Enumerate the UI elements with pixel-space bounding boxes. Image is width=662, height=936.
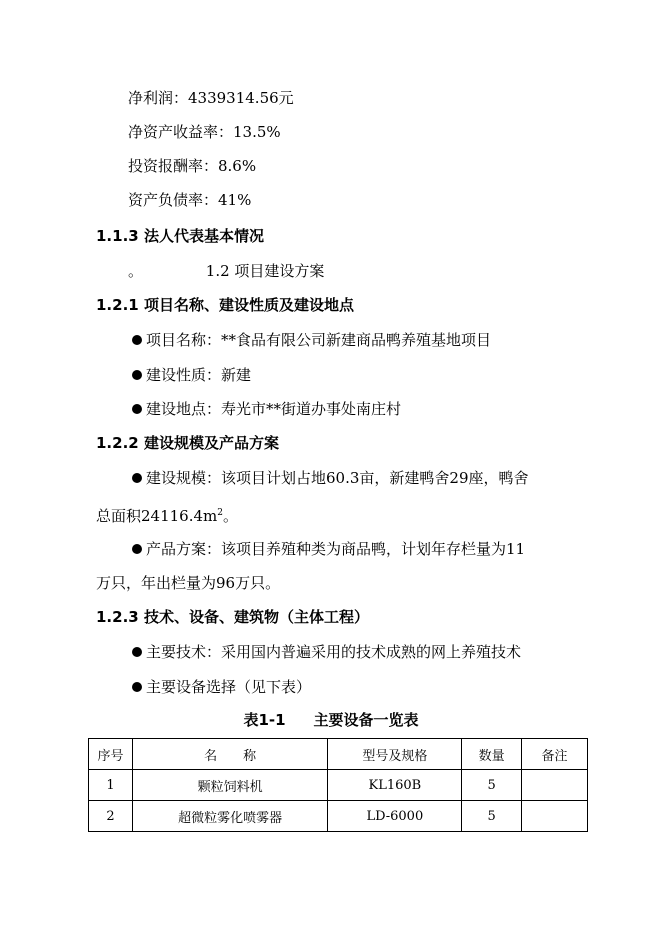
section-number: 1.2.2 (96, 434, 139, 452)
bullet-icon (132, 404, 142, 414)
product-plan-item (132, 539, 525, 559)
cell-quantity: 5 (462, 801, 522, 832)
product-plan-continuation: 万只，年出栏量为96万只。 (96, 574, 281, 592)
bullet-icon (132, 544, 142, 554)
header-cell-name: 名 称 (132, 739, 328, 770)
construction-scale-continuation (96, 503, 238, 526)
main-technology-item (132, 642, 521, 662)
superscript-two: 2 (217, 508, 223, 518)
header-cell-remarks: 备注 (522, 739, 588, 770)
net-profit: 净利润：4339314.56元 (128, 89, 294, 107)
bullet-icon (132, 682, 142, 692)
full-stop: 。 (223, 507, 239, 525)
cell-name: 超微粒雾化喷雾器 (132, 801, 328, 832)
bullet-icon (132, 473, 142, 483)
table-title: 主要设备一览表 (313, 711, 419, 729)
cell-serial: 2 (89, 801, 133, 832)
cell-name: 颗粒饲料机 (132, 770, 328, 801)
table-header-row (89, 739, 588, 770)
construction-site-item (132, 399, 401, 419)
table-row (89, 770, 588, 801)
section-number: 1.1.3 (96, 227, 139, 245)
item-text: 总面积24116.4m (96, 507, 218, 525)
equipment-table (88, 738, 588, 832)
section-title: 1.2 项目建设方案 (205, 262, 325, 280)
table-row (89, 801, 588, 832)
cell-quantity: 5 (462, 770, 522, 801)
cell-serial: 1 (89, 770, 133, 801)
header-cell-quantity: 数量 (462, 739, 522, 770)
item-text: 主要设备选择（见下表） (146, 678, 312, 696)
item-text: 项目名称：**食品有限公司新建商品鸭养殖基地项目 (146, 331, 492, 349)
section-1-2-3-heading (96, 607, 369, 627)
debt-ratio: 资产负债率：41% (128, 191, 252, 209)
table-number: 表1-1 (243, 711, 286, 729)
header-cell-serial: 序号 (89, 739, 133, 770)
item-text: 产品方案：该项目养殖种类为商品鸭，计划年存栏量为11 (146, 540, 526, 558)
table-caption (0, 709, 662, 730)
section-number: 1.2.3 (96, 608, 139, 626)
item-text: 主要技术：采用国内普遍采用的技术成熟的网上养殖技术 (146, 643, 522, 661)
section-title: 技术、设备、建筑物（主体工程） (143, 608, 369, 626)
project-name-item (132, 330, 491, 350)
item-text: 建设性质：新建 (146, 366, 252, 384)
section-title: 法人代表基本情况 (143, 227, 264, 245)
section-1-2-heading (128, 261, 324, 281)
bullet-icon (132, 647, 142, 657)
stray-dot: 。 (128, 262, 144, 280)
return-on-equity: 净资产收益率：13.5% (128, 123, 281, 141)
item-text: 建设地点：寿光市**街道办事处南庄村 (146, 400, 402, 418)
item-text: 建设规模：该项目计划占地60.3亩，新建鸭舍29座，鸭舍 (146, 469, 529, 487)
section-number: 1.2.1 (96, 296, 139, 314)
section-title: 项目名称、建设性质及建设地点 (143, 296, 354, 314)
cell-remarks (522, 770, 588, 801)
section-title: 建设规模及产品方案 (143, 434, 279, 452)
header-cell-model: 型号及规格 (328, 739, 462, 770)
section-1-2-1-heading (96, 295, 354, 315)
cell-remarks (522, 801, 588, 832)
construction-nature-item (132, 365, 251, 385)
return-on-investment: 投资报酬率：8.6% (128, 157, 257, 175)
bullet-icon (132, 335, 142, 345)
main-equipment-item (132, 677, 311, 697)
cell-model: LD-6000 (328, 801, 462, 832)
section-1-1-3-heading (96, 226, 264, 246)
section-1-2-2-heading (96, 433, 279, 453)
construction-scale-item (132, 468, 529, 488)
cell-model: KL160B (328, 770, 462, 801)
bullet-icon (132, 370, 142, 380)
